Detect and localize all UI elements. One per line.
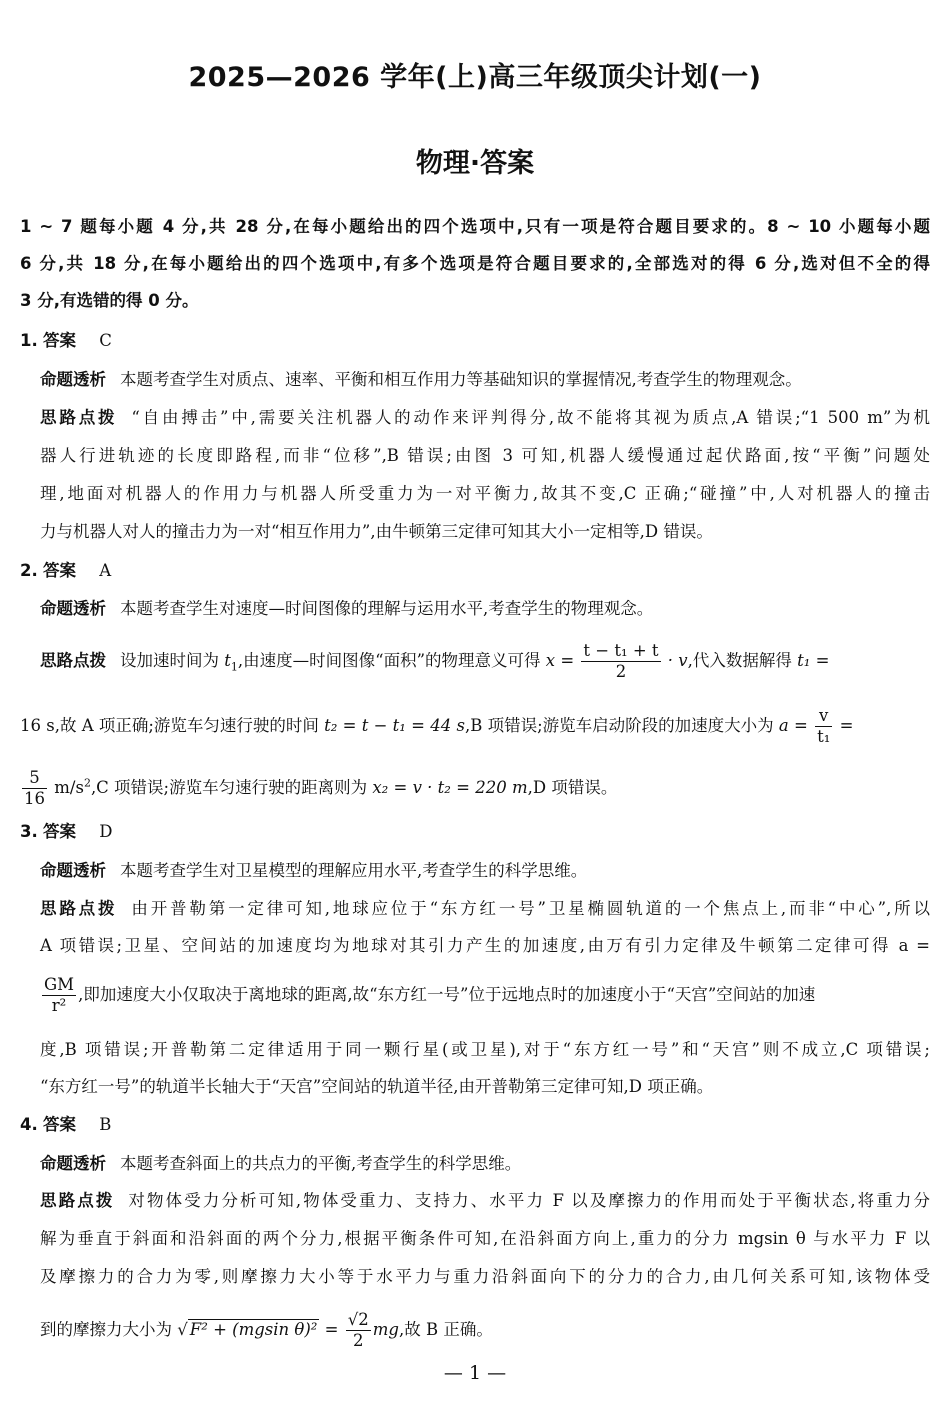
q2-fraction-accel	[815, 706, 832, 747]
intro-line-3: 3 分,有选错的得 0 分。	[20, 291, 199, 310]
q3-text-3: ,即加速度大小仅取决于离地球的距离,故“东方红一号”位于远地点时的加速度小于“天宫”空间站的加速	[78, 985, 816, 1004]
q4-equals: =	[324, 1320, 339, 1339]
q3-answer-line	[20, 821, 112, 843]
q2-text-3c: ,D 项错误。	[527, 778, 618, 797]
q3-answer-label: 答案	[43, 822, 76, 841]
q4-number: 4.	[20, 1115, 38, 1134]
intro-line-2: 6 分,共 18 分,在每小题给出的四个选项中,有多个选项是符合题目要求的,全部选对的得 6 分,选对但不全的得	[20, 254, 930, 273]
q3-frac-gm: GM	[44, 975, 75, 994]
q2-eq-v: · v	[667, 651, 688, 670]
q1-solution-label: 思路点拨	[40, 408, 118, 427]
q1-answer-line	[20, 330, 112, 352]
q2-text-2b: ,B 项错误;游览车启动阶段的加速度大小为	[464, 716, 774, 735]
q4-analysis	[40, 1153, 521, 1175]
q4-solution-label: 思路点拨	[40, 1191, 115, 1210]
q2-frac-5: 5	[22, 768, 47, 789]
q2-text-1a: 设加速时间为	[120, 651, 219, 670]
q2-analysis-text: 本题考查学生对速度—时间图像的理解与运用水平,考查学生的物理观念。	[120, 599, 654, 618]
q3-solution-line-3	[40, 975, 815, 1017]
q3-solution-line-1	[40, 898, 930, 920]
q4-solution-line-2: 解为垂直于斜面和沿斜面的两个分力,根据平衡条件可知,在沿斜面方向上,重力的分力 mgsin θ 与水平力 F 以	[40, 1229, 930, 1248]
q2-answer-label: 答案	[43, 561, 76, 580]
q4-analysis-text: 本题考查斜面上的共点力的平衡,考查学生的科学思维。	[120, 1154, 522, 1173]
q2-frac-t1: t₁	[817, 727, 831, 746]
q4-solution-line-3: 及摩擦力的合力为零,则摩擦力大小等于水平力与重力沿斜面向下的分力的合力,由几何关系可知,该物体受	[40, 1267, 930, 1286]
intro-line-1: 1 ~ 7 题每小题 4 分,共 28 分,在每小题给出的四个选项中,只有一项是符合题目要求的。8 ~ 10 小题每小题	[20, 217, 930, 236]
q4-text-1: 对物体受力分析可知,物体受重力、支持力、水平力 F 以及摩擦力的作用而处于平衡状态,将重力分	[128, 1191, 930, 1210]
q2-eq-a: a =	[778, 716, 808, 735]
q4-analysis-label: 命题透析	[40, 1154, 106, 1173]
q2-answer-value: A	[99, 561, 112, 580]
q1-analysis	[40, 369, 802, 391]
q4-frac-root2: √2	[347, 1310, 369, 1329]
q4-answer-label: 答案	[43, 1115, 76, 1134]
q3-analysis	[40, 860, 587, 882]
q4-fraction-root2	[346, 1310, 371, 1351]
q3-solution-line-4: 度,B 项错误;开普勒第二定律适用于同一颗行星(或卫星),对于“东方红一号”和“天宫”则不成立,C 项错误;	[40, 1040, 930, 1059]
q2-unit: m/s	[54, 778, 84, 797]
q1-solution-line-2: 器人行进轨迹的长度即路程,而非“位移”,B 错误;由图 3 可知,机器人缓慢通过起伏路面,按“平衡”问题处	[40, 446, 930, 465]
page-subtitle: 物理·答案	[415, 148, 535, 179]
q3-number: 3.	[20, 822, 38, 841]
q2-solution-line-1: 思路点拨 设加速时间为 $t_1$,由速度—时间图像“面积”的物理意义可得 x = $\frac{\text{t − t₁ + t}}{2}$ · v,代入数据解得 t₁ =	[40, 641, 830, 681]
q2-frac-num: t − t₁ + t	[583, 641, 659, 660]
q4-solution-line-1	[40, 1190, 930, 1212]
q4-mg: mg	[372, 1320, 399, 1339]
q2-analysis	[40, 598, 653, 620]
q2-text-2a: 16 s,故 A 项正确;游览车匀速行驶的时间	[20, 716, 319, 735]
q2-fraction-area	[581, 641, 660, 682]
q4-answer-line	[20, 1114, 111, 1136]
q1-solution-line-4: 力与机器人对人的撞击力为一对“相互作用力”,由牛顿第三定律可知其大小一定相等,D 错误。	[40, 522, 713, 541]
q2-solution-line-3: $\frac{5}{16}$ $m/s^2,C$ 项错误;游览车匀速行驶的距离则为 x₂ = v · t₂ = 220 m,D 项错误。	[24, 768, 618, 808]
q2-eq-t2: t₂ = t − t₁ = 44 s	[324, 716, 465, 735]
q2-text-3b: ,C 项错误;游览车匀速行驶的距离则为	[90, 778, 368, 797]
q4-text-4a: 到的摩擦力大小为	[40, 1320, 172, 1339]
q3-analysis-label: 命题透析	[40, 861, 106, 880]
q2-text-1b: ,由速度—时间图像“面积”的物理意义可得	[237, 651, 541, 670]
q4-text-4b: ,故 B 正确。	[398, 1320, 493, 1339]
q2-eq-x: x =	[545, 651, 575, 670]
q1-solution-line-3: 理,地面对机器人的作用力与机器人所受重力为一对平衡力,故其不变,C 正确;“碰撞”中,人对机器人的撞击	[40, 484, 930, 503]
q2-answer-line	[20, 560, 111, 582]
q2-frac-v: v	[815, 706, 832, 727]
q3-text-1: 由开普勒第一定律可知,地球应位于“东方红一号”卫星椭圆轨道的一个焦点上,而非“中心”,所以	[131, 899, 931, 918]
q4-sqrt-body: F² + (mgsin θ)²	[189, 1320, 318, 1339]
q4-sqrt-sign: √	[177, 1320, 188, 1339]
q3-solution-line-5: “东方红一号”的轨道半长轴大于“天宫”空间站的轨道半径,由开普勒第三定律可知,D 项正确。	[40, 1077, 714, 1096]
q4-solution-line-4	[40, 1310, 493, 1352]
q1-answer-label: 答案	[43, 331, 76, 350]
q1-solution-line-1	[40, 407, 930, 429]
q2-eq-x2: x₂ = v · t₂ = 220 m	[372, 778, 528, 797]
q3-answer-value: D	[99, 822, 113, 841]
q2-number: 2.	[20, 561, 38, 580]
q1-number: 1.	[20, 331, 38, 350]
page-number: — 1 —	[443, 1362, 507, 1384]
q2-frac-16: 16	[24, 789, 45, 808]
q2-solution-line-2	[20, 706, 853, 748]
q2-eq-equals: =	[839, 716, 854, 735]
q2-frac-den: 2	[615, 662, 627, 681]
q1-analysis-label: 命题透析	[40, 370, 106, 389]
q1-analysis-text: 本题考查学生对质点、速率、平衡和相互作用力等基础知识的掌握情况,考查学生的物理观念。	[120, 370, 802, 389]
q2-var-t1: t	[224, 651, 231, 670]
q3-solution-label: 思路点拨	[40, 899, 118, 918]
q4-frac-2: 2	[352, 1331, 364, 1350]
q2-analysis-label: 命题透析	[40, 599, 106, 618]
page-title: 2025—2026 学年(上)高三年级顶尖计划(一)	[188, 62, 762, 93]
q3-frac-r2: r²	[51, 996, 67, 1015]
q3-solution-line-2: A 项错误;卫星、空间站的加速度均为地球对其引力产生的加速度,由万有引力定律及牛顿第二定律可得 a =	[40, 936, 930, 955]
q3-fraction-gm-r2	[42, 975, 76, 1016]
q3-analysis-text: 本题考查学生对卫星模型的理解应用水平,考查学生的科学思维。	[120, 861, 588, 880]
q2-solution-label: 思路点拨	[40, 651, 106, 670]
q1-solution-text-1: “自由搏击”中,需要关注机器人的动作来评判得分,故不能将其视为质点,A 错误;“1 500 m”为机	[131, 408, 931, 427]
q2-eq-t1: t₁ =	[797, 651, 830, 670]
q1-answer-value: C	[99, 331, 112, 350]
q2-text-1c: ,代入数据解得	[687, 651, 792, 670]
q4-answer-value: B	[99, 1115, 112, 1134]
q2-fraction-5-16	[22, 768, 47, 809]
